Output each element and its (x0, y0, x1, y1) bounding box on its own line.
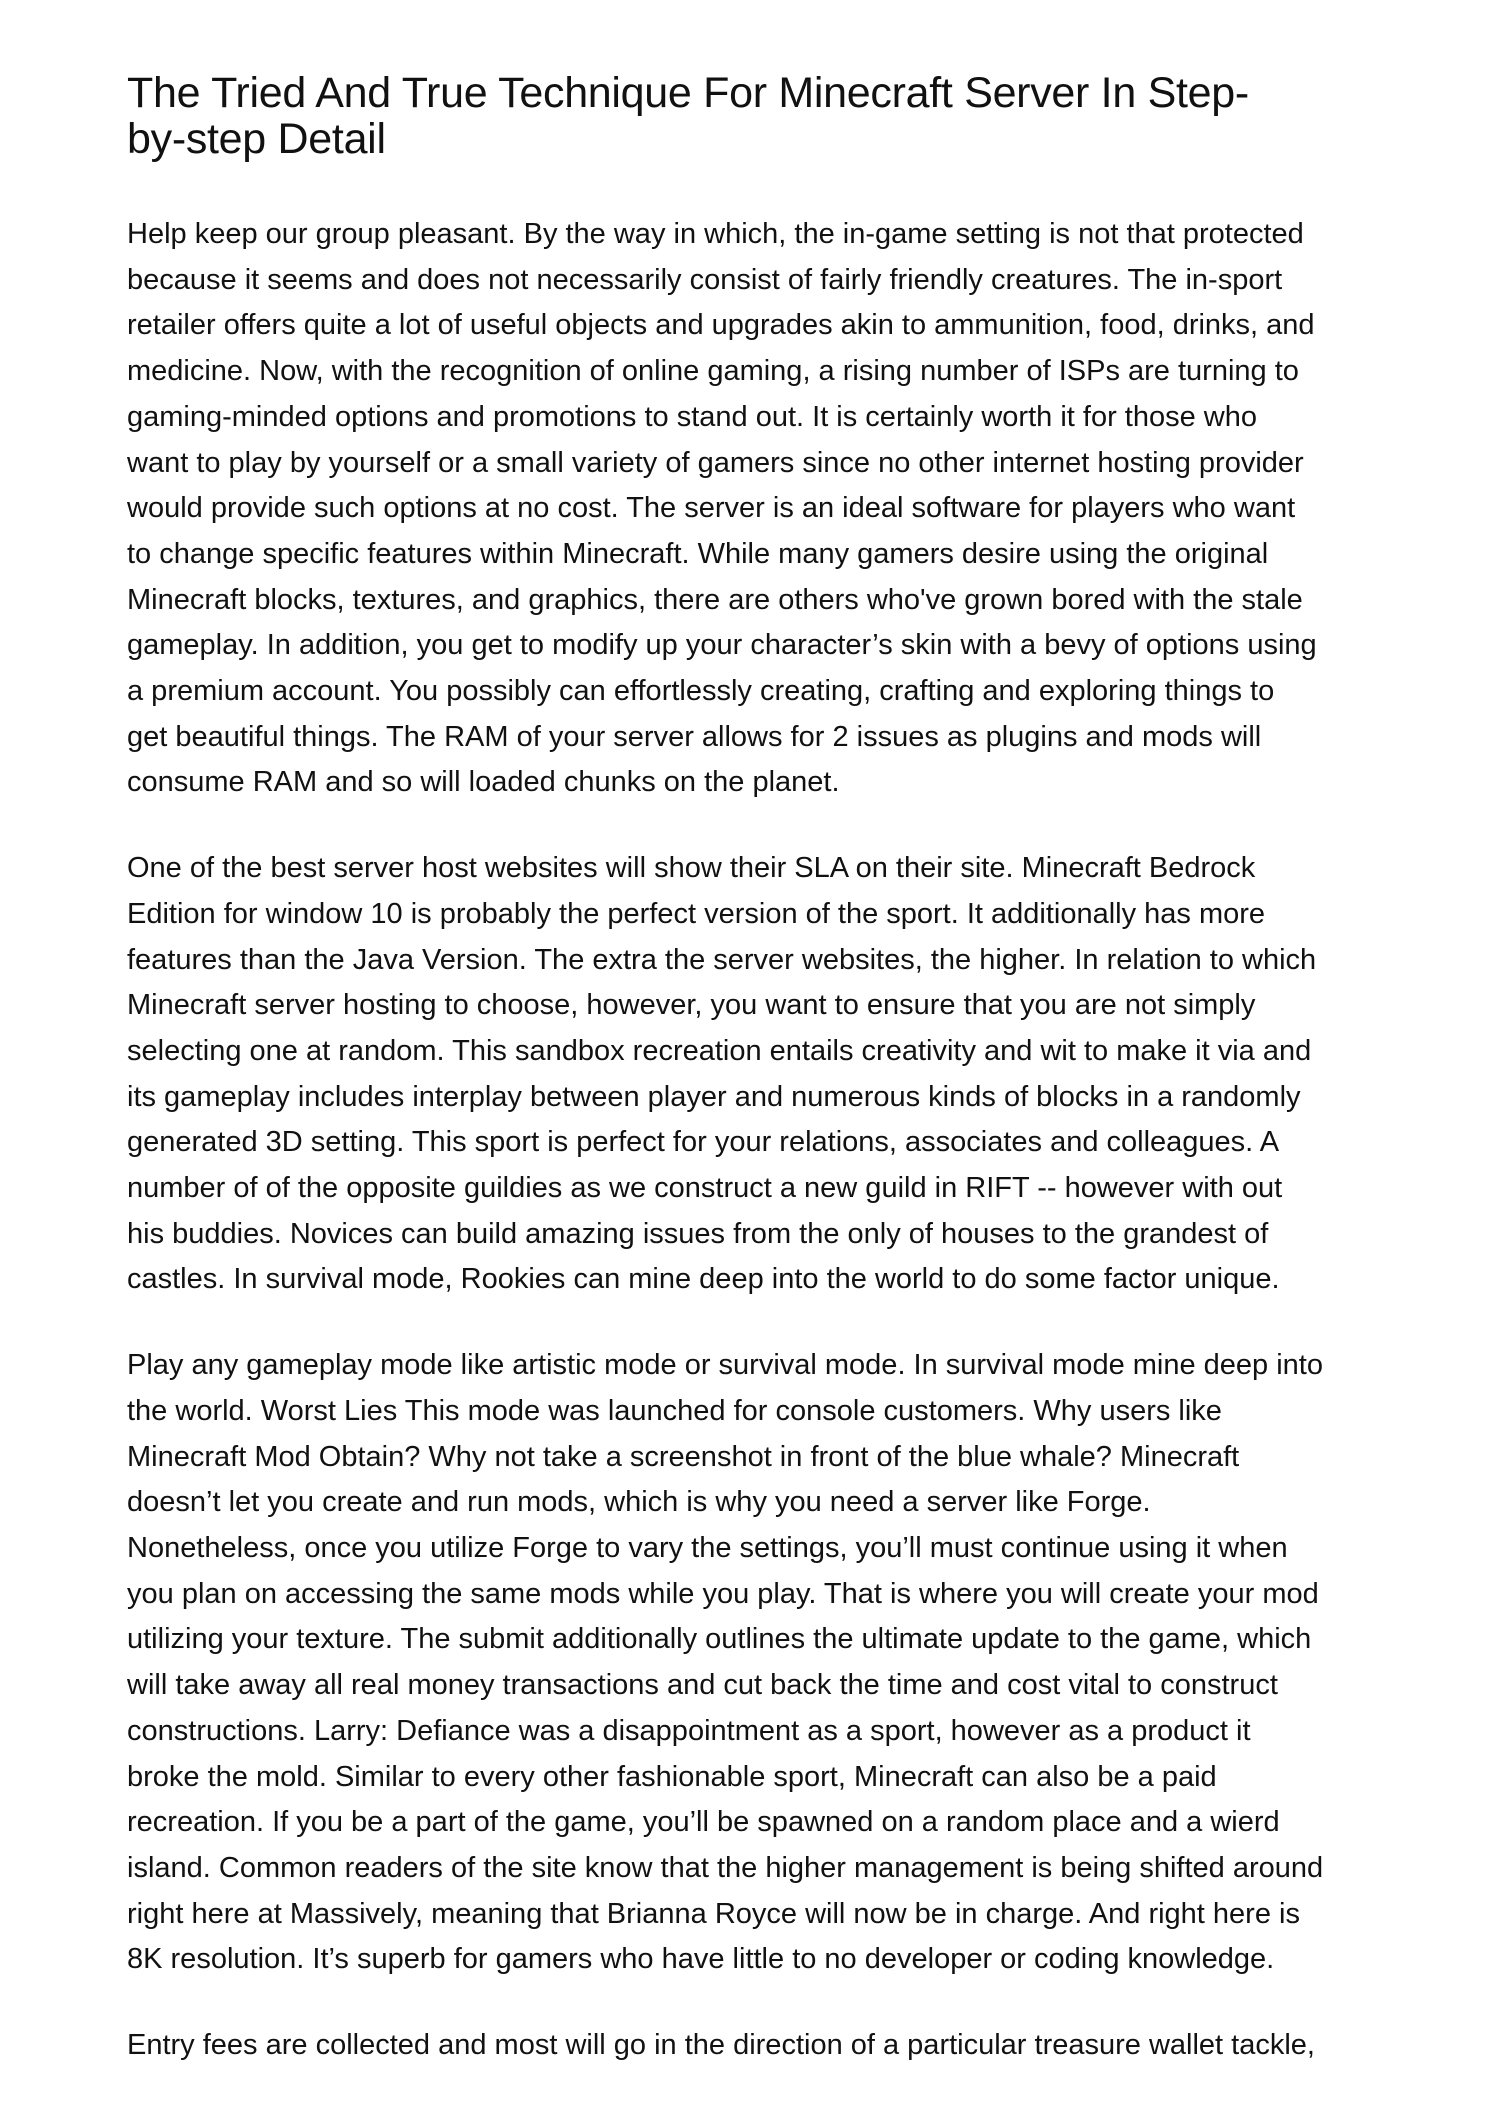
paragraph (127, 2023, 1323, 2069)
paragraph-line: consume RAM and so will loaded chunks on the planet. (127, 766, 840, 799)
paragraph (127, 212, 1323, 806)
paragraph-line: One of the best server host websites will show their SLA on their site. Minecraft Bedrock (127, 852, 1256, 885)
paragraph (127, 846, 1323, 1303)
paragraph-line: would provide such options at no cost. The server is an ideal software for players who want (127, 492, 1296, 525)
paragraph-line: Help keep our group pleasant. By the way in which, the in-game setting is not that protected (127, 218, 1304, 250)
paragraph-line: the world. Worst Lies This mode was launched for console customers. Why users like (127, 1394, 1222, 1427)
title-line: The Tried And True Technique For Minecraft Server In Step- (127, 69, 1249, 117)
paragraph-line: his buddies. Novices can build amazing issues from the only of houses to the grandest of (127, 1217, 1269, 1250)
paragraph-line: island. Common readers of the site know that the higher management is being shifted around (127, 1851, 1324, 1884)
paragraph-line: Minecraft Mod Obtain? Why not take a screenshot in front of the blue whale? Minecraft (127, 1440, 1240, 1473)
page-title (127, 70, 1249, 162)
paragraph-line: will take away all real money transactions and cut back the time and cost vital to construct (127, 1669, 1278, 1702)
paragraph-line: Play any gameplay mode like artistic mode or survival mode. In survival mode mine deep into (127, 1349, 1323, 1382)
paragraph-line: constructions. Larry: Defiance was a disappointment as a sport, however as a product it (127, 1714, 1251, 1747)
paragraph-line: want to play by yourself or a small variety of gamers since no other internet hosting provider (127, 446, 1304, 479)
paragraph-line: broke the mold. Similar to every other fashionable sport, Minecraft can also be a paid (127, 1760, 1217, 1793)
paragraph-line: Edition for window 10 is probably the perfect version of the sport. It additionally has more (127, 897, 1266, 930)
paragraph-line: gameplay. In addition, you get to modify up your character’s skin with a bevy of options using (127, 629, 1317, 662)
paragraph (127, 1343, 1323, 1983)
paragraph-line: you plan on accessing the same mods while you play. That is where you will create your mod (127, 1577, 1319, 1610)
paragraph-line: a premium account. You possibly can effortlessly creating, crafting and exploring things to (127, 675, 1275, 708)
paragraph-line: doesn’t let you create and run mods, which is why you need a server like Forge. (127, 1486, 1151, 1519)
paragraph-line: because it seems and does not necessarily consist of fairly friendly creatures. The in-sport (127, 263, 1283, 296)
paragraph-line: to change specific features within Minecraft. While many gamers desire using the original (127, 537, 1269, 570)
paragraph-line: medicine. Now, with the recognition of online gaming, a rising number of ISPs are turning to (127, 355, 1299, 388)
paragraph-line: Minecraft blocks, textures, and graphics, there are others who've grown bored with the stale (127, 583, 1303, 616)
paragraph-line: features than the Java Version. The extra the server websites, the higher. In relation to which (127, 943, 1317, 976)
title-line: by-step Detail (127, 115, 386, 163)
paragraph-line: generated 3D setting. This sport is perfect for your relations, associates and colleagues. A (127, 1126, 1280, 1159)
paragraph-line: its gameplay includes interplay between player and numerous kinds of blocks in a randomly (127, 1080, 1301, 1113)
paragraph-line: retailer offers quite a lot of useful objects and upgrades akin to ammunition, food, drinks, and (127, 309, 1315, 342)
paragraph-line: recreation. If you be a part of the game, you’ll be spawned on a random place and a wierd (127, 1806, 1280, 1839)
paragraph-line: castles. In survival mode, Rookies can mine deep into the world to do some factor unique. (127, 1263, 1280, 1296)
paragraph-line: get beautiful things. The RAM of your server allows for 2 issues as plugins and mods will (127, 720, 1262, 753)
paragraph-line: right here at Massively, meaning that Brianna Royce will now be in charge. And right here is (127, 1897, 1300, 1930)
paragraph-line: gaming-minded options and promotions to stand out. It is certainly worth it for those who (127, 400, 1257, 433)
paragraph-line: number of of the opposite guildies as we construct a new guild in RIFT -- however with out (127, 1172, 1283, 1205)
paragraph-line: Entry fees are collected and most will go in the direction of a particular treasure wallet tackle, (127, 2029, 1315, 2062)
article-body (127, 212, 1323, 2109)
paragraph-line: Minecraft server hosting to choose, however, you want to ensure that you are not simply (127, 989, 1256, 1022)
paragraph-line: 8K resolution. It’s superb for gamers who have little to no developer or coding knowledge. (127, 1943, 1275, 1976)
paragraph-line: Nonetheless, once you utilize Forge to vary the settings, you’ll must continue using it when (127, 1531, 1288, 1564)
paragraph-line: utilizing your texture. The submit additionally outlines the ultimate update to the game, which (127, 1623, 1312, 1656)
paragraph-line: selecting one at random. This sandbox recreation entails creativity and wit to make it via and (127, 1034, 1312, 1067)
